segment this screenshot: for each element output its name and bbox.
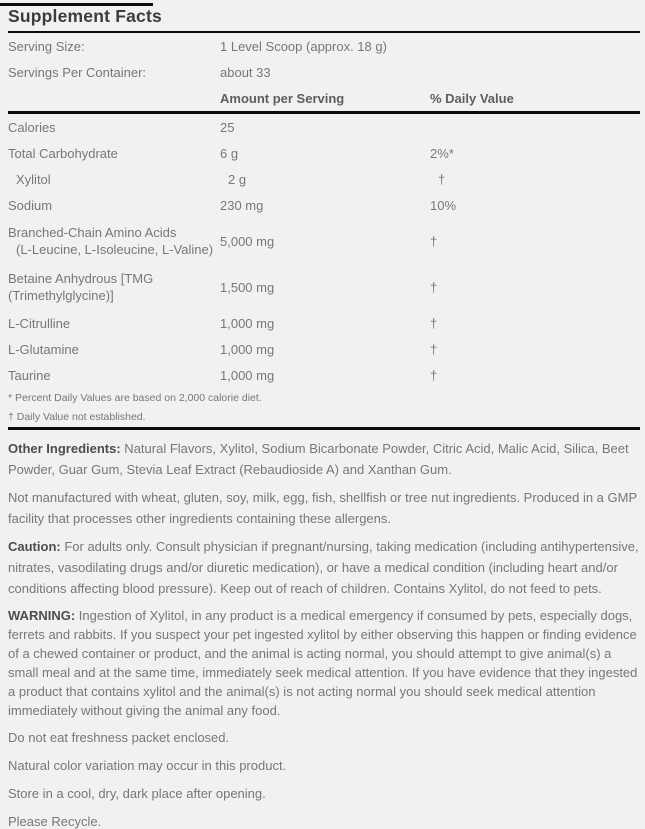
- table-row-xylitol: [8, 166, 640, 192]
- warning-paragraph: [8, 606, 640, 720]
- storage-text: Store in a cool, dry, dark place after opening.: [8, 786, 266, 801]
- column-header-amount: Amount per Serving: [220, 90, 345, 106]
- top-partial-rule: [0, 3, 153, 6]
- nutrient-name-line2: (L-Leucine, L-Isoleucine, L-Valine): [16, 242, 214, 257]
- table-bottom-divider: [8, 427, 640, 430]
- warning-lead: WARNING:: [8, 608, 76, 623]
- color-variation-text: Natural color variation may occur in this product.: [8, 758, 287, 773]
- freshness-packet-text: Do not eat freshness packet enclosed.: [8, 730, 230, 745]
- nutrient-name: [8, 224, 220, 258]
- table-row-betaine: [8, 264, 640, 310]
- footnote-dv-not-established: † Daily Value not established.: [8, 411, 146, 423]
- nutrient-name: [8, 270, 220, 304]
- caution-lead: Caution:: [8, 539, 61, 554]
- nutrient-amount: 1,000 mg: [220, 367, 275, 383]
- table-row-calories: [8, 114, 640, 140]
- nutrient-dv: 2%*: [430, 145, 454, 161]
- nutrient-dv: †: [430, 341, 438, 357]
- other-ingredients-paragraph: [8, 438, 640, 480]
- allergen-text: Not manufactured with wheat, gluten, soy, milk, egg, fish, shellfish or tree nut ingredients. Produced in a GMP facility that processes other ingredients containing these allergens.: [8, 490, 637, 526]
- warning-text: Ingestion of Xylitol, in any product is a medical emergency if consumed by pets, especially dogs, ferrets and rabbits. If you suspect your pet ingested xylitol by either observing this happen or finding evidence of a chewed container or product, and the animal is acting normal, you should attempt to give animal(s) a small meal and at the same time, immediately seek medical attention. If you have evidence that they ingested a product that contains xylitol and the animal(s) is not acting normal you should seek medical attention immediately without giving the animal any food.: [8, 608, 638, 718]
- footnote-percent-dv: * Percent Daily Values are based on 2,000 calorie diet.: [8, 392, 262, 404]
- serving-size-label: Serving Size:: [8, 38, 85, 54]
- nutrient-dv: †: [430, 315, 438, 331]
- nutrient-amount: 25: [220, 119, 235, 135]
- serving-size-row: [8, 33, 640, 59]
- recycle-text: Please Recycle.: [8, 814, 102, 829]
- storage-paragraph: [8, 783, 640, 804]
- info-paragraphs: [8, 438, 640, 829]
- nutrient-name: Taurine: [8, 367, 51, 383]
- other-ingredients-text: Natural Flavors, Xylitol, Sodium Bicarbonate Powder, Citric Acid, Malic Acid, Silica, Beet Powder, Guar Gum, Stevia Leaf Extract (Rebaudioside A) and Xanthan Gum.: [8, 441, 629, 477]
- serving-size-value: 1 Level Scoop (approx. 18 g): [220, 38, 387, 54]
- nutrient-name-line1: Betaine Anhydrous [TMG: [8, 271, 154, 286]
- nutrient-dv: †: [430, 279, 438, 295]
- servings-per-container-label: Servings Per Container:: [8, 64, 147, 80]
- table-row-total-carbohydrate: [8, 140, 640, 166]
- nutrient-name: L-Citrulline: [8, 315, 71, 331]
- nutrient-name: L-Glutamine: [8, 341, 79, 357]
- other-ingredients-lead: Other Ingredients:: [8, 441, 121, 456]
- nutrient-name: Calories: [8, 119, 56, 135]
- table-row-taurine: [8, 362, 640, 388]
- nutrient-dv: †: [430, 367, 438, 383]
- table-row-l-glutamine: [8, 336, 640, 362]
- allergen-paragraph: [8, 487, 640, 529]
- nutrient-amount: 1,500 mg: [220, 279, 275, 295]
- nutrient-amount: 230 mg: [220, 197, 264, 213]
- page-title: Supplement Facts: [8, 6, 162, 26]
- caution-text: For adults only. Consult physician if pregnant/nursing, taking medication (including antihypertensive, nitrates, vasodilating drugs and/or diuretic medication), or have a medical condition (including heart and/or conditions affecting blood pressure). Keep out of reach of children. Contains Xylitol, do not feed to pets.: [8, 539, 639, 596]
- nutrient-amount: 1,000 mg: [220, 315, 275, 331]
- nutrient-name: Sodium: [8, 197, 53, 213]
- color-variation-paragraph: [8, 755, 640, 776]
- nutrient-name: Xylitol: [16, 171, 51, 187]
- nutrient-dv: †: [430, 233, 438, 249]
- column-header-dv: % Daily Value: [430, 90, 514, 106]
- nutrient-name-line2: (Trimethylglycine)]: [8, 288, 114, 303]
- freshness-packet-paragraph: [8, 727, 640, 748]
- nutrient-name: Total Carbohydrate: [8, 145, 118, 161]
- table-row-sodium: [8, 192, 640, 218]
- nutrient-amount: 2 g: [228, 171, 247, 187]
- caution-paragraph: [8, 536, 640, 599]
- nutrient-dv: †: [438, 171, 446, 187]
- nutrient-amount: 1,000 mg: [220, 341, 275, 357]
- nutrient-amount: 6 g: [220, 145, 239, 161]
- footnotes: [8, 389, 640, 427]
- servings-per-container-row: [8, 59, 640, 85]
- table-row-bcaa: [8, 218, 640, 264]
- table-row-l-citrulline: [8, 310, 640, 336]
- column-headers-row: [8, 85, 640, 111]
- servings-per-container-value: about 33: [220, 64, 271, 80]
- nutrient-amount: 5,000 mg: [220, 233, 275, 249]
- nutrient-name-line1: Branched-Chain Amino Acids: [8, 225, 177, 240]
- recycle-paragraph: [8, 811, 640, 829]
- nutrient-dv: 10%: [430, 197, 457, 213]
